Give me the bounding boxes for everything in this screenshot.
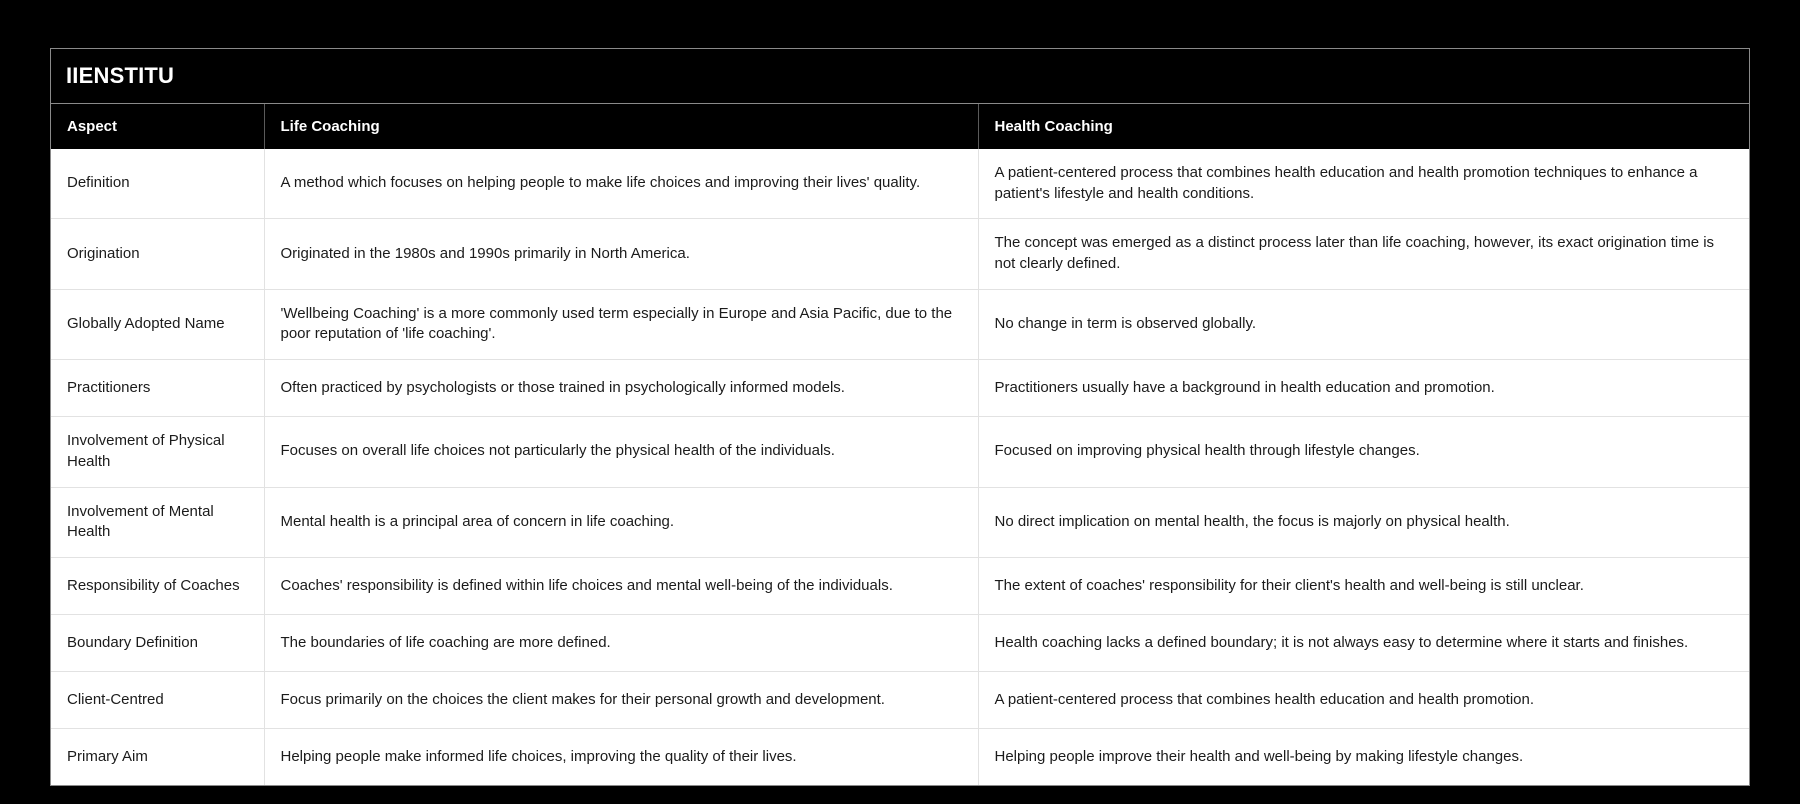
cell-aspect: Practitioners: [51, 360, 264, 417]
cell-aspect: Globally Adopted Name: [51, 289, 264, 359]
cell-health-coaching: Focused on improving physical health through lifestyle changes.: [978, 417, 1749, 487]
cell-life-coaching: Focus primarily on the choices the client makes for their personal growth and development.: [264, 671, 978, 728]
table-row: [51, 149, 1749, 219]
cell-life-coaching: The boundaries of life coaching are more defined.: [264, 614, 978, 671]
cell-health-coaching: A patient-centered process that combines health education and health promotion.: [978, 671, 1749, 728]
cell-health-coaching: The extent of coaches' responsibility for their client's health and well-being is still unclear.: [978, 557, 1749, 614]
cell-life-coaching: Focuses on overall life choices not particularly the physical health of the individuals.: [264, 417, 978, 487]
cell-aspect: Client-Centred: [51, 671, 264, 728]
cell-life-coaching: Often practiced by psychologists or those trained in psychologically informed models.: [264, 360, 978, 417]
table-row: [51, 360, 1749, 417]
table-header: [51, 104, 1749, 149]
cell-aspect: Origination: [51, 219, 264, 289]
table-row: [51, 219, 1749, 289]
cell-health-coaching: Helping people improve their health and well-being by making lifestyle changes.: [978, 728, 1749, 785]
column-header-life-coaching: Life Coaching: [264, 104, 978, 149]
cell-health-coaching: Practitioners usually have a background in health education and promotion.: [978, 360, 1749, 417]
cell-health-coaching: Health coaching lacks a defined boundary; it is not always easy to determine where it starts and finishes.: [978, 614, 1749, 671]
table-row: [51, 728, 1749, 785]
cell-life-coaching: A method which focuses on helping people to make life choices and improving their lives' quality.: [264, 149, 978, 219]
column-header-aspect: Aspect: [51, 104, 264, 149]
cell-aspect: Involvement of Mental Health: [51, 487, 264, 557]
comparison-table: [51, 104, 1749, 785]
table-row: [51, 614, 1749, 671]
cell-aspect: Definition: [51, 149, 264, 219]
comparison-table-card: [50, 48, 1750, 786]
table-row: [51, 289, 1749, 359]
table-row: [51, 557, 1749, 614]
cell-aspect: Involvement of Physical Health: [51, 417, 264, 487]
brand-header: [51, 49, 1749, 104]
table-row: [51, 671, 1749, 728]
cell-aspect: Primary Aim: [51, 728, 264, 785]
cell-health-coaching: A patient-centered process that combines health education and health promotion techniques to enhance a patient's lifestyle and health conditions.: [978, 149, 1749, 219]
cell-life-coaching: Coaches' responsibility is defined within life choices and mental well-being of the individuals.: [264, 557, 978, 614]
cell-health-coaching: The concept was emerged as a distinct process later than life coaching, however, its exact origination time is not clearly defined.: [978, 219, 1749, 289]
cell-aspect: Boundary Definition: [51, 614, 264, 671]
table-body: [51, 149, 1749, 785]
column-header-health-coaching: Health Coaching: [978, 104, 1749, 149]
cell-aspect: Responsibility of Coaches: [51, 557, 264, 614]
cell-health-coaching: No direct implication on mental health, the focus is majorly on physical health.: [978, 487, 1749, 557]
cell-life-coaching: 'Wellbeing Coaching' is a more commonly used term especially in Europe and Asia Pacific, due to the poor reputation of 'life coaching'.: [264, 289, 978, 359]
brand-logo: IIENSTITU: [66, 63, 175, 88]
table-row: [51, 487, 1749, 557]
cell-life-coaching: Helping people make informed life choices, improving the quality of their lives.: [264, 728, 978, 785]
table-row: [51, 417, 1749, 487]
cell-health-coaching: No change in term is observed globally.: [978, 289, 1749, 359]
cell-life-coaching: Mental health is a principal area of concern in life coaching.: [264, 487, 978, 557]
table-header-row: [51, 104, 1749, 149]
cell-life-coaching: Originated in the 1980s and 1990s primarily in North America.: [264, 219, 978, 289]
